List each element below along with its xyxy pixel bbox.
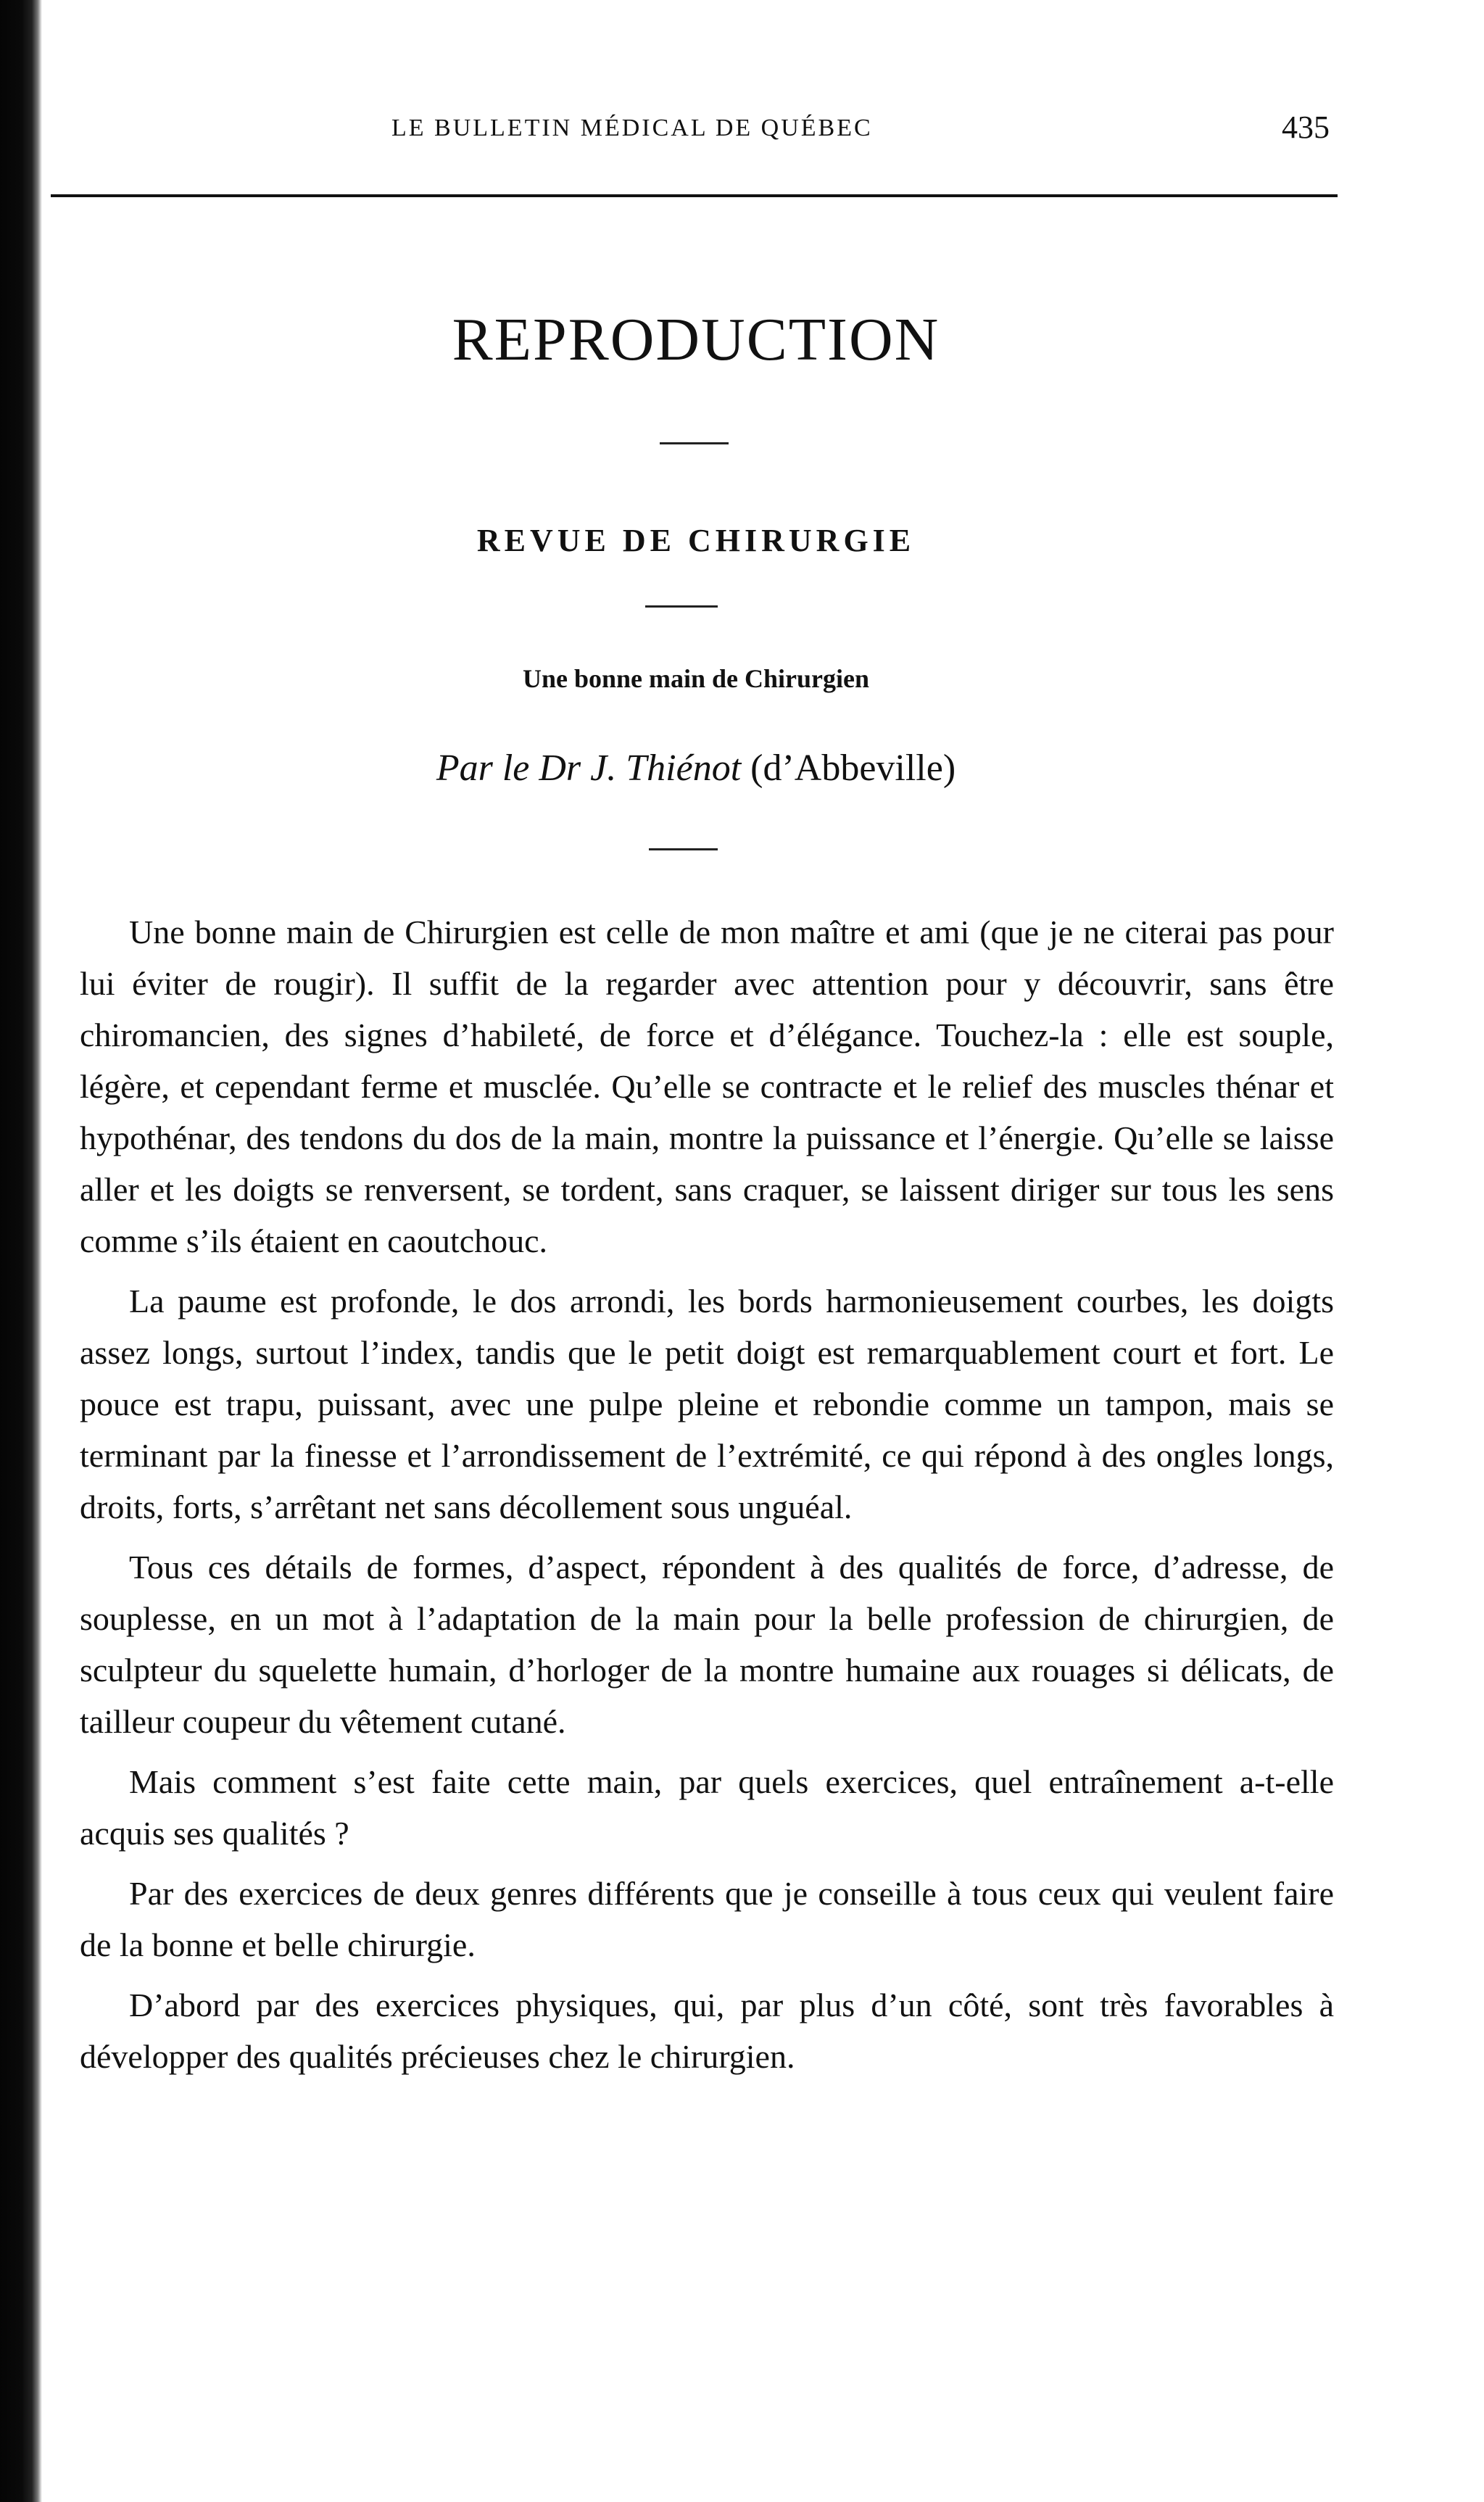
paragraph: Mais comment s’est faite cette main, par quels exercices, quel entraînement a-t-elle acquis ses qualités ? [80,1763,1334,1852]
paragraph: Par des exercices de deux genres différents que je conseille à tous ceux qui veulent faire de la bonne et belle chirurgie. [80,1875,1334,1963]
paragraph: D’abord par des exercices physiques, qui, par plus d’un côté, sont très favorables à développer des qualités précieuses chez le chirurgien. [80,1987,1334,2075]
binding-edge [0,0,42,2502]
byline [0,747,1392,790]
divider-1 [660,442,729,444]
page-number: 435 [1282,109,1330,145]
divider-3 [649,848,718,850]
rubric-title: REVUE DE CHIRURGIE [476,523,916,558]
article-title: Une bonne main de Chirurgien [522,664,870,693]
running-head: LE BULLETIN MÉDICAL DE QUÉBEC [391,115,873,141]
header-rule [51,194,1338,197]
paragraph: Une bonne main de Chirurgien est celle de mon maître et ami (que je ne citerai pas pour lui éviter de rougir). Il suffit de la regarder avec attention pour y découvrir, sans être chiromancien, des signes d’habileté, de force et d’élégance. Touchez-la : elle est souple, légère, et cependant ferme et musclée. Qu’elle se contracte et le relief des muscles thénar et hypothénar, des tendons du dos de la main, montre la puissance et l’énergie. Qu’elle se laisse aller et les doigts se renversent, se tordent, sans craquer, se laissent diriger sur tous les sens comme s’ils étaient en caoutchouc. [80,914,1334,1259]
byline-origin: (d’Abbeville) [741,747,956,789]
divider-2 [645,605,718,608]
paragraph: La paume est profonde, le dos arrondi, les bords harmonieusement courbes, les doigts assez longs, surtout l’index, tandis que le petit doigt est remarquablement court et fort. Le pouce est trapu, puissant, avec une pulpe pleine et rebondie comme un tampon, mais se terminant par la finesse et l’arrondissement de l’extrémité, ce qui répond à des ongles longs, droits, forts, s’arrêtant net sans décollement sous unguéal. [80,1283,1334,1525]
byline-author: Par le Dr J. Thiénot [436,747,742,789]
paragraph: Tous ces détails de formes, d’aspect, répondent à des qualités de force, d’adresse, de souplesse, en un mot à l’adaptation de la main pour la belle profession de chirurgien, de sculpteur du squelette humain, d’horloger de la montre humaine aux rouages si délicats, de tailleur coupeur du vêtement cutané. [80,1549,1334,1740]
article-body [80,906,1334,2091]
section-title: REPRODUCTION [452,306,940,373]
